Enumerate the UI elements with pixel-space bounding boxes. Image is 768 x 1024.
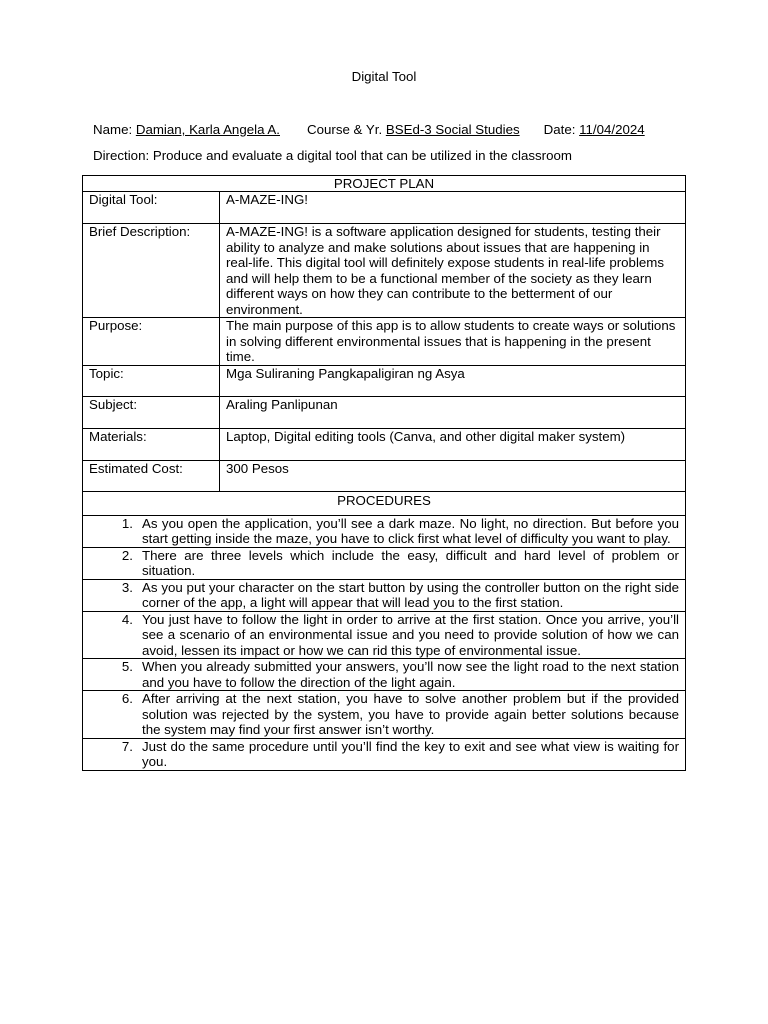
table-row	[83, 365, 686, 396]
step-number: 1.	[121, 515, 133, 531]
row-value: A-MAZE-ING! is a software application designed for students, testing their ability to analyze and make solutions about issues that are happening in real-life. This digital tool will definitely expose students in real-life problems and will help them to be a functional member of the society as they learn different ways on how they can contribute to the betterment of our environment.	[220, 224, 686, 318]
direction-text: Direction: Produce and evaluate a digital tool that can be utilized in the classroom	[93, 148, 572, 163]
table-row	[83, 224, 686, 318]
procedure-step	[83, 515, 686, 547]
procedure-step	[83, 659, 686, 691]
row-value: The main purpose of this app is to allow students to create ways or solutions in solving different environmental issues that is happening in the present time.	[220, 318, 686, 366]
date-label: Date:	[543, 122, 580, 137]
procedure-step	[83, 738, 686, 770]
course-group	[307, 122, 520, 138]
step-text: When you already submitted your answers, you’ll now see the light road to the next station and you have to follow the direction of the light again.	[142, 659, 679, 690]
step-text: There are three levels which include the easy, difficult and hard level of problem or situation.	[142, 547, 679, 578]
row-value: A-MAZE-ING!	[220, 192, 686, 224]
step-number: 6.	[121, 691, 133, 706]
step-text: Just do the same procedure until you’ll find the key to exit and see what view is waiting for you.	[142, 738, 679, 769]
step-text: After arriving at the next station, you have to solve another problem but if the provided solution was rejected by the system, you have to provide again better solutions because the system may find your first answer isn’t worthy.	[142, 691, 679, 737]
step-text: As you open the application, you’ll see a dark maze. No light, no direction. But before you start getting inside the maze, you have to click first what level of difficulty you want to play.	[142, 515, 679, 546]
procedures-header: PROCEDURES	[83, 491, 686, 515]
step-number: 7.	[121, 738, 133, 754]
procedure-step	[83, 691, 686, 739]
row-value: Araling Panlipunan	[220, 396, 686, 428]
step-number: 2.	[121, 547, 133, 563]
table-row	[83, 428, 686, 460]
row-label: Materials:	[83, 428, 220, 460]
document-title: Digital Tool	[351, 69, 417, 84]
date-value: 11/04/2024	[579, 122, 645, 137]
procedure-step	[83, 547, 686, 579]
project-plan-table	[82, 175, 686, 771]
name-label: Name:	[93, 122, 136, 137]
table-row	[83, 192, 686, 224]
name-value: Damian, Karla Angela A.	[135, 122, 280, 137]
row-label: Purpose:	[83, 318, 220, 366]
row-label: Topic:	[83, 365, 220, 396]
row-value: Laptop, Digital editing tools (Canva, and other digital maker system)	[220, 428, 686, 460]
course-value: BSEd-3 Social Studies	[385, 122, 520, 137]
row-value: 300 Pesos	[220, 460, 686, 491]
course-label: Course & Yr.	[307, 122, 386, 137]
procedure-step	[83, 611, 686, 659]
student-info-line	[93, 122, 708, 138]
table-row	[83, 396, 686, 428]
name-group	[93, 122, 280, 138]
row-label: Estimated Cost:	[83, 460, 220, 491]
project-plan-header: PROJECT PLAN	[83, 176, 686, 192]
table-row	[83, 318, 686, 366]
row-label: Brief Description:	[83, 224, 220, 318]
row-label: Digital Tool:	[83, 192, 220, 224]
step-text: As you put your character on the start button by using the controller button on the right side corner of the app, a light will appear that will lead you to the first station.	[142, 579, 679, 610]
row-value: Mga Suliraning Pangkapaligiran ng Asya	[220, 365, 686, 396]
table-row	[83, 460, 686, 491]
step-number: 3.	[121, 579, 133, 595]
procedure-step	[83, 579, 686, 611]
step-text: You just have to follow the light in order to arrive at the first station. Once you arrive, you’ll see a scenario of an environmental issue and you need to provide solution of how we can avoid, lessen its impact or how we can rid this type of environmental issue.	[142, 611, 679, 658]
row-label: Subject:	[83, 396, 220, 428]
step-number: 4.	[121, 611, 133, 627]
step-number: 5.	[121, 659, 133, 674]
date-group	[544, 122, 645, 138]
